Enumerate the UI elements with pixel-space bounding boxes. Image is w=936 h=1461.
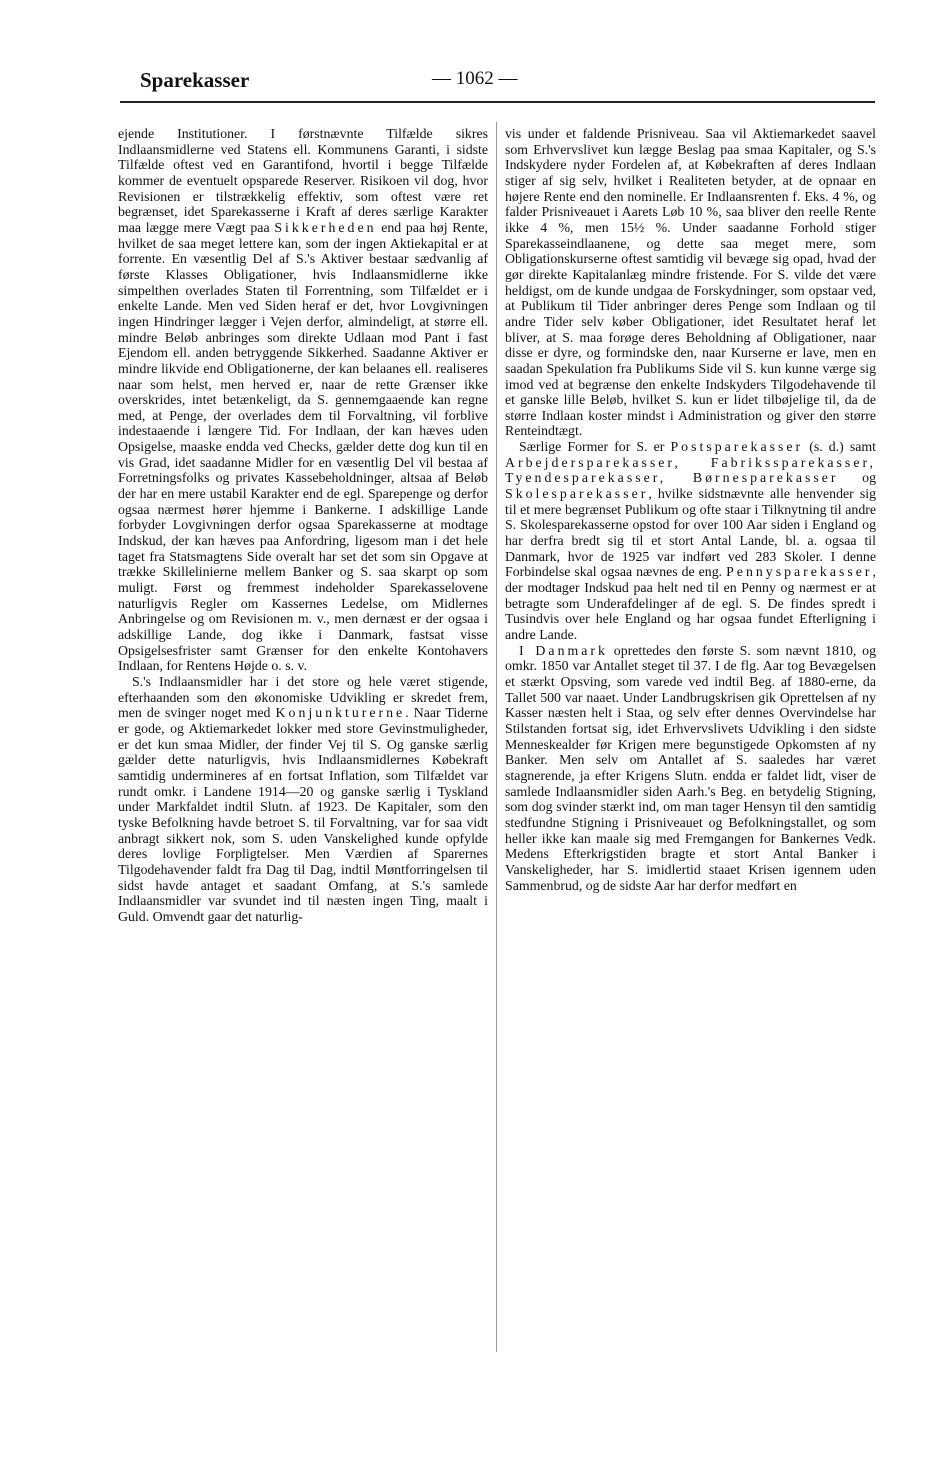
right-column	[505, 126, 876, 893]
paragraph: Særlige Former for S. er Postsparekasser (s. d.) samt Arbejdersparekasser, Fabrikssparekasser, Tyendesparekasser, Børnesparekasser og Skolesparekasser, hvilke sidstnævnte alle henvender sig til et mere begrænset Publikum og ofte staar i Tilknytning til andre S. Skolesparekasserne opstod for over 100 Aar siden i England og har derfra bredt sig til et stort Antal Lande, bl. a. ogsaa til Danmark, hvor de 1925 var indført ved 283 Skoler. I denne Forbindelse skal ogsaa nævnes de eng. Pennysparekasser, der modtager Indskud paa helt ned til en Penny og nærmest er at betragte som Underafdelinger af de egl. S. De findes spredt i Tusindvis over hele England og har ogsaa fundet Efterligning i andre Lande.	[505, 439, 876, 642]
paragraph: ejende Institutioner. I førstnævnte Tilfælde sikres Indlaansmidlerne ved Statens ell. Kommunens Garanti, i sidste Tilfælde oftest ved en Garantifond, hvortil i begge Tilfælde kommer de eventuelt opsparede Reserver. Risikoen vil dog, hvor Revisionen er tilstrækkelig effektiv, som oftest være ret begrænset, idet Sparekasserne i Kraft af deres særlige Karakter maa lægge mere Vægt paa Sikkerheden end paa høj Rente, hvilket de saa meget lettere kan, som der ingen Aktiekapital er at forrente. En væsentlig Del af S.'s Aktiver bestaar sædvanlig af første Klasses Obligationer, hvis Indlaansmidlerne ikke simpelthen overlades Staten til Forrentning, som Tilfældet er i enkelte Lande. Men ved Siden heraf er det, hvor Lovgivningen ingen Hindringer lægger i Vejen derfor, almindeligt, at større ell. mindre Beløb anbringes som direkte Udlaan mod Pant i fast Ejendom ell. anden betryggende Sikkerhed. Saadanne Aktiver er mindre likvide end Obligationerne, der kan belaanes ell. realiseres naar som helst, men herved er, naar de rette Grænser ikke overskrides, intet betænkeligt, da S. gennemgaaende kan regne med, at Penge, der overlades dem til Forvaltning, vil forblive indestaaende i længere Tid. For Indlaan, der kan hæves uden Opsigelse, maaske endda ved Checks, gælder dette dog kun til en vis Grad, idet saadanne Midler for en væsentlig Del vil bestaa af Forretningsfolks og privates Kassebeholdninger, altsaa af Beløb der har en mere ustabil Karakter end de egl. Sparepenge og derfor ogsaa nærmest hører hjemme i Bankerne. I adskillige Lande forbyder Lovgivningen derfor ogsaa Sparekasserne at modtage Indskud, der kan hæves paa Anfordring, ligesom man i det hele taget fra Statsmagtens Side overalt har set det som sin Opgave at trække Skillelinierne mellem Banker og S. saa skarpt op som muligt. Først og fremmest indeholder Sparekasselovene naturligvis Regler om Kassernes Ledelse, om Midlernes Anbringelse og om Revisionen m. v., men dernæst er der ogsaa i adskillige Lande, dog ikke i Danmark, fastsat visse Opsigelsesfrister samt Grænser for den enkelte Kontohavers Indlaan, for Rentens Højde o. s. v.	[118, 126, 488, 674]
paragraph: S.'s Indlaansmidler har i det store og hele været stigende, efterhaanden som den økonomiske Udvikling er skredet frem, men de svinger noget med Konjunkturerne. Naar Tiderne er gode, og Aktiemarkedet lokker med store Gevinstmuligheder, er det kun smaa Midler, der finder Vej til S. Og ganske særlig gælder dette naturligvis, hvis Indlaansmidlernes Købekraft samtidig undermineres af en fortsat Inflation, som Tilfældet var rundt omkr. i Landene 1914—20 og ganske særlig i Tyskland under Markfaldet indtil Slutn. af 1923. De Kapitaler, som den tyske Befolkning havde betroet S. til Forvaltning, var for saa vidt anbragt sikkert nok, som S. uden Vanskelighed kunde opfylde deres lovlige Forpligtelser. Men Værdien af Sparernes Tilgodehavender faldt fra Dag til Dag, indtil Møntforringelsen til sidst havde antaget et saadant Omfang, at S.'s samlede Indlaansmidler var svundet ind til næsten ingen Ting, maalt i Guld. Omvendt gaar det naturlig-	[118, 673, 488, 924]
header-rule	[120, 101, 875, 103]
paragraph: I Danmark oprettedes den første S. som nævnt 1810, og omkr. 1850 var Antallet steget til 37. I de flg. Aar tog Bevægelsen et stærkt Opsving, som varede ved indtil Beg. af 1880-erne, da Tallet 500 var naaet. Under Landbrugskrisen gik Oprettelsen af ny Kasser næsten helt i Staa, og selv efter dennes Overvindelse har Stilstanden fortsat sig, idet Erhvervslivets Udvikling i den sidste Menneskealder før Krigen mere begunstigede Opkomsten af ny Banker. Men selv om Antallet af S. saaledes har været stagnerende, ja efter Krigens Slutn. endda er faldet lidt, viser de samlede Indlaansmidler siden Aarh.'s Beg. en betydelig Stigning, som dog svinder stærkt ind, om man tager Hensyn til den samtidig stedfundne Stigning i Prisniveauet og Befolkningstallet, og som heller ikke kan maale sig med Fremgangen for Bankernes Vedk. Medens Efterkrigstiden bragte et stort Antal Banker i Vanskeligheder, har S. imidlertid staaet Krisen igennem uden Sammenbrud, og de sidste Aar har derfor medført en	[505, 642, 876, 893]
paragraph: vis under et faldende Prisniveau. Saa vil Aktiemarkedet saavel som Erhvervslivet kun lægge Beslag paa smaa Kapitaler, og S.'s Indskydere nyder Fordelen af, at Købekraften af deres Indlaan stiger af sig selv, hvilket i Realiteten betyder, at de opnaar en højere Rente end den nominelle. Er Indlaansrenten f. Eks. 4 %, og falder Prisniveauet i Aarets Løb 10 %, saa bliver den reelle Rente ikke 4 %, men 15½ %. Under saadanne Forhold stiger Sparekasseindlaanene, og dette saa meget mere, som Obligationskurserne oftest samtidig vil bevæge sig opad, hvad der gør direkte Kapitalanlæg mindre fristende. For S. vilde det være heldigst, om de kunde undgaa de Forskydninger, som opstaar ved, at Publikum til Tider anbringer deres Penge som Indlaan og til andre Tider selv køber Obligationer, idet Resultatet heraf let bliver, at S. maa forøge deres Beholdning af Obligationer, naar disse er dyre, og formindske den, naar Kurserne er lave, men en saadan Spekulation fra Publikums Side vil S. kun kunne værge sig imod ved at begrænse den enkelte Indskyders Tilgodehavende til et ganske lille Beløb, hvilket S. kun er lidet tilbøjelige til, da de større Indlaan koster mindst i Administration og giver den større Renteindtægt.	[505, 126, 876, 439]
left-column	[118, 126, 488, 924]
page-number: — 1062 —	[432, 68, 518, 89]
running-head-title: Sparekasser	[140, 68, 250, 92]
column-divider	[496, 122, 497, 1352]
